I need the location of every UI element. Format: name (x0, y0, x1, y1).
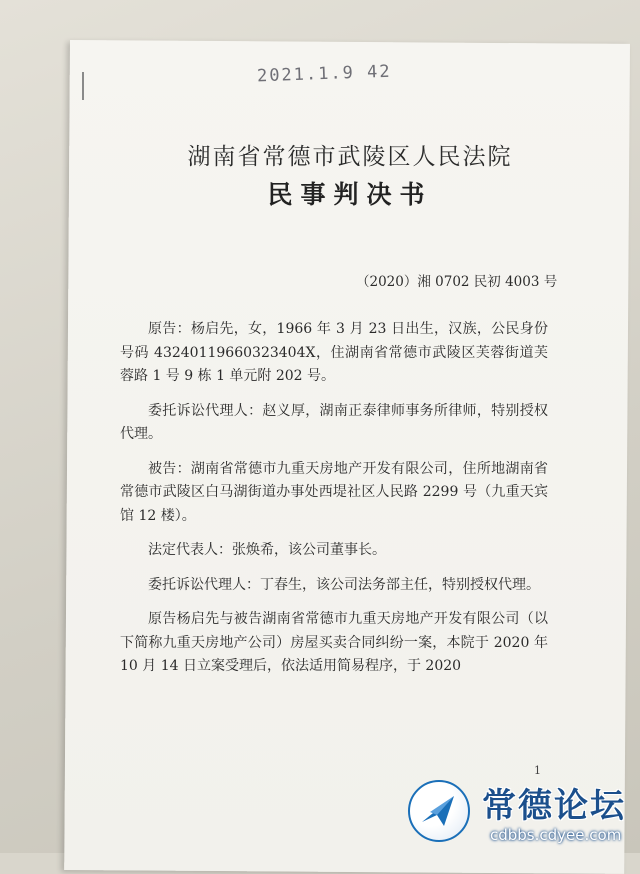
forum-brand-name: 常德论坛 (482, 786, 626, 826)
paragraph-plaintiff: 原告：杨启先，女，1966 年 3 月 23 日出生，汉族，公民身份号码 43240119660323404X，住湖南省常德市武陵区芙蓉街道芙蓉路 1 号 9 栋 1 单元附 202 号。 (120, 321, 548, 384)
handwritten-note: 2021.1.9 42 (256, 61, 392, 87)
page-number: 1 (534, 764, 541, 777)
judgment-body (120, 318, 548, 690)
paragraph-case-summary: 原告杨启先与被告湖南省常德市九重天房地产开发有限公司（以下简称九重天房地产公司）房屋买卖合同纠纷一案，本院于 2020 年 10 月 14 日立案受理后，依法适用简易程序，于 2020 (120, 611, 548, 674)
document-title: 民事判决书 (267, 180, 433, 209)
pencil-mark (82, 72, 84, 100)
paragraph-defendant: 被告：湖南省常德市九重天房地产开发有限公司，住所地湖南省常德市武陵区白马湖街道办事处西堤社区人民路 2299 号（九重天宾馆 12 楼）。 (120, 460, 548, 524)
forum-url: cdbbs.cdyee.com (490, 826, 622, 844)
paragraph-plaintiff-agent: 委托诉讼代理人：赵义厚，湖南正泰律师事务所律师，特别授权代理。 (120, 402, 548, 442)
case-number: （2020）湘 0702 民初 4003 号 (356, 274, 558, 290)
court-name: 湖南省常德市武陵区人民法院 (187, 144, 513, 170)
forum-watermark (396, 768, 636, 850)
paragraph-defendant-agent: 委托诉讼代理人：丁春生，该公司法务部主任，特别授权代理。 (148, 576, 540, 593)
paragraph-legal-representative: 法定代表人：张焕希，该公司董事长。 (148, 542, 386, 558)
forum-logo-icon (408, 780, 470, 842)
